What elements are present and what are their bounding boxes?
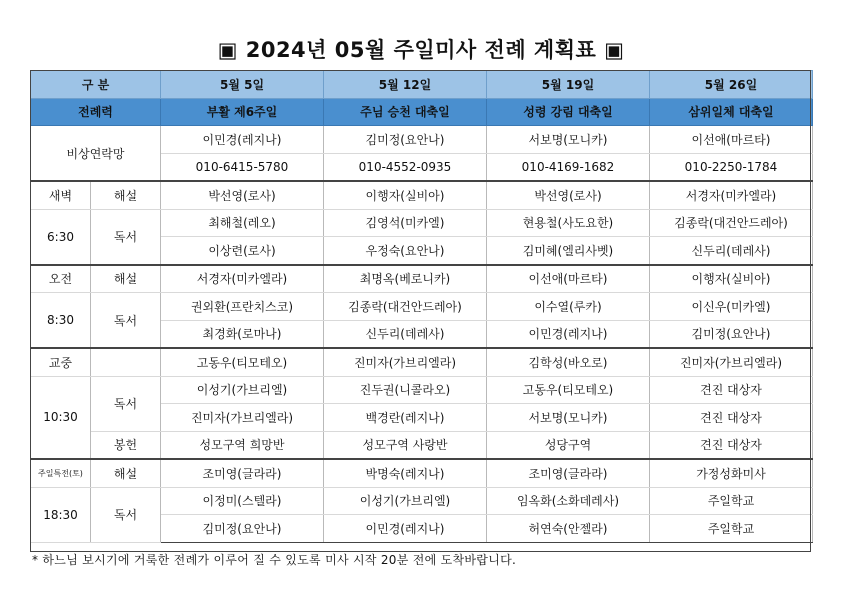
assignee: 주일학교 xyxy=(650,487,813,515)
contact-name: 서보명(모니카) xyxy=(487,126,650,154)
assignee: 서경자(미카엘라) xyxy=(650,181,813,209)
assignee: 이행자(실비아) xyxy=(650,265,813,293)
assignee: 우정숙(요안나) xyxy=(324,237,487,265)
assignee: 이신우(미카엘) xyxy=(650,293,813,321)
role-reading: 독서 xyxy=(91,209,161,265)
school-offering-row xyxy=(31,431,813,459)
assignee: 김미정(요안나) xyxy=(650,320,813,348)
role-empty xyxy=(91,348,161,376)
mass-label-special: 주일특전(토) xyxy=(31,459,91,487)
assignee: 박명숙(레지나) xyxy=(324,459,487,487)
special-reading-row xyxy=(31,487,813,515)
mass-time-morning: 8:30 xyxy=(31,293,91,349)
assignee: 이성기(가브리엘) xyxy=(324,487,487,515)
date-header: 5월 26일 xyxy=(650,71,813,99)
date-header: 5월 19일 xyxy=(487,71,650,99)
liturgy-day: 성령 강림 대축일 xyxy=(487,98,650,126)
assignee: 서보명(모니카) xyxy=(487,404,650,432)
role-reading: 독서 xyxy=(91,376,161,431)
assignee: 이선애(마르타) xyxy=(487,265,650,293)
liturgy-day: 삼위일체 대축일 xyxy=(650,98,813,126)
contact-name: 이민경(레지나) xyxy=(161,126,324,154)
assignee: 이성기(가브리엘) xyxy=(161,376,324,404)
assignee: 견진 대상자 xyxy=(650,404,813,432)
assignee: 조미영(글라라) xyxy=(161,459,324,487)
school-top-row xyxy=(31,348,813,376)
assignee: 진미자(가브리엘라) xyxy=(650,348,813,376)
header-label: 구 분 xyxy=(31,71,161,99)
assignee: 이정미(스텔라) xyxy=(161,487,324,515)
assignee: 고동우(티모테오) xyxy=(161,348,324,376)
mass-time-dawn: 6:30 xyxy=(31,209,91,265)
page-title: ▣ 2024년 05월 주일미사 전례 계획표 ▣ xyxy=(217,38,625,62)
assignee: 가정성화미사 xyxy=(650,459,813,487)
assignee: 주일학교 xyxy=(650,515,813,543)
mass-time-school: 10:30 xyxy=(31,376,91,459)
liturgy-row xyxy=(31,98,813,126)
assignee: 이민경(레지나) xyxy=(324,515,487,543)
date-header-row xyxy=(31,71,813,99)
assignee: 성당구역 xyxy=(487,431,650,459)
role-commentary: 해설 xyxy=(91,181,161,209)
assignee: 김미혜(엘리사벳) xyxy=(487,237,650,265)
assignee: 김종락(대건안드레아) xyxy=(650,209,813,237)
schedule-table xyxy=(30,70,813,543)
role-reading: 독서 xyxy=(91,487,161,542)
liturgy-day: 주님 승천 대축일 xyxy=(324,98,487,126)
assignee: 최명옥(베로니카) xyxy=(324,265,487,293)
contact-phone: 010-4552-0935 xyxy=(324,153,487,181)
contact-name-row xyxy=(31,126,813,154)
mass-label-morning: 오전 xyxy=(31,265,91,293)
role-reading: 독서 xyxy=(91,293,161,349)
mass-label-school: 교중 xyxy=(31,348,91,376)
assignee: 현용철(사도요한) xyxy=(487,209,650,237)
assignee: 김학성(바오로) xyxy=(487,348,650,376)
assignee: 이민경(레지나) xyxy=(487,320,650,348)
assignee: 신두리(데레사) xyxy=(324,320,487,348)
assignee: 박선영(로사) xyxy=(161,181,324,209)
morning-commentary-row xyxy=(31,265,813,293)
assignee: 임옥화(소화데레사) xyxy=(487,487,650,515)
liturgy-day: 부활 제6주일 xyxy=(161,98,324,126)
footnote: * 하느님 보시기에 거룩한 전례가 이루어 질 수 있도록 미사 시작 20분 전에 도착바랍니다. xyxy=(32,553,517,567)
assignee: 최해철(레오) xyxy=(161,209,324,237)
mass-time-special: 18:30 xyxy=(31,487,91,542)
assignee: 견진 대상자 xyxy=(650,376,813,404)
assignee: 최경화(로마나) xyxy=(161,320,324,348)
assignee: 허연숙(안젤라) xyxy=(487,515,650,543)
mass-label-dawn: 새벽 xyxy=(31,181,91,209)
assignee: 견진 대상자 xyxy=(650,431,813,459)
contact-name: 이선애(마르타) xyxy=(650,126,813,154)
assignee: 김미정(요안나) xyxy=(161,515,324,543)
assignee: 박선영(로사) xyxy=(487,181,650,209)
assignee: 고동우(티모테오) xyxy=(487,376,650,404)
assignee: 진두권(니콜라오) xyxy=(324,376,487,404)
role-offering: 봉헌 xyxy=(91,431,161,459)
assignee: 진미자(가브리엘라) xyxy=(324,348,487,376)
contact-label: 비상연락망 xyxy=(31,126,161,182)
school-reading-row xyxy=(31,376,813,404)
assignee: 이행자(실비아) xyxy=(324,181,487,209)
assignee: 성모구역 희망반 xyxy=(161,431,324,459)
date-header: 5월 12일 xyxy=(324,71,487,99)
contact-phone: 010-6415-5780 xyxy=(161,153,324,181)
contact-name: 김미정(요안나) xyxy=(324,126,487,154)
assignee: 신두리(데레사) xyxy=(650,237,813,265)
assignee: 성모구역 사랑반 xyxy=(324,431,487,459)
dawn-reading-row xyxy=(31,209,813,237)
assignee: 김종락(대건안드레아) xyxy=(324,293,487,321)
assignee: 서경자(미카엘라) xyxy=(161,265,324,293)
assignee: 김영석(미카엘) xyxy=(324,209,487,237)
liturgy-label: 전례력 xyxy=(31,98,161,126)
assignee: 진미자(가브리엘라) xyxy=(161,404,324,432)
assignee: 백경란(레지나) xyxy=(324,404,487,432)
morning-reading-row xyxy=(31,293,813,321)
assignee: 이수열(루카) xyxy=(487,293,650,321)
date-header: 5월 5일 xyxy=(161,71,324,99)
contact-phone: 010-4169-1682 xyxy=(487,153,650,181)
assignee: 이상련(로사) xyxy=(161,237,324,265)
dawn-commentary-row xyxy=(31,181,813,209)
special-commentary-row xyxy=(31,459,813,487)
assignee: 조미영(글라라) xyxy=(487,459,650,487)
role-commentary: 해설 xyxy=(91,459,161,487)
role-commentary: 해설 xyxy=(91,265,161,293)
assignee: 권외환(프란치스코) xyxy=(161,293,324,321)
contact-phone: 010-2250-1784 xyxy=(650,153,813,181)
